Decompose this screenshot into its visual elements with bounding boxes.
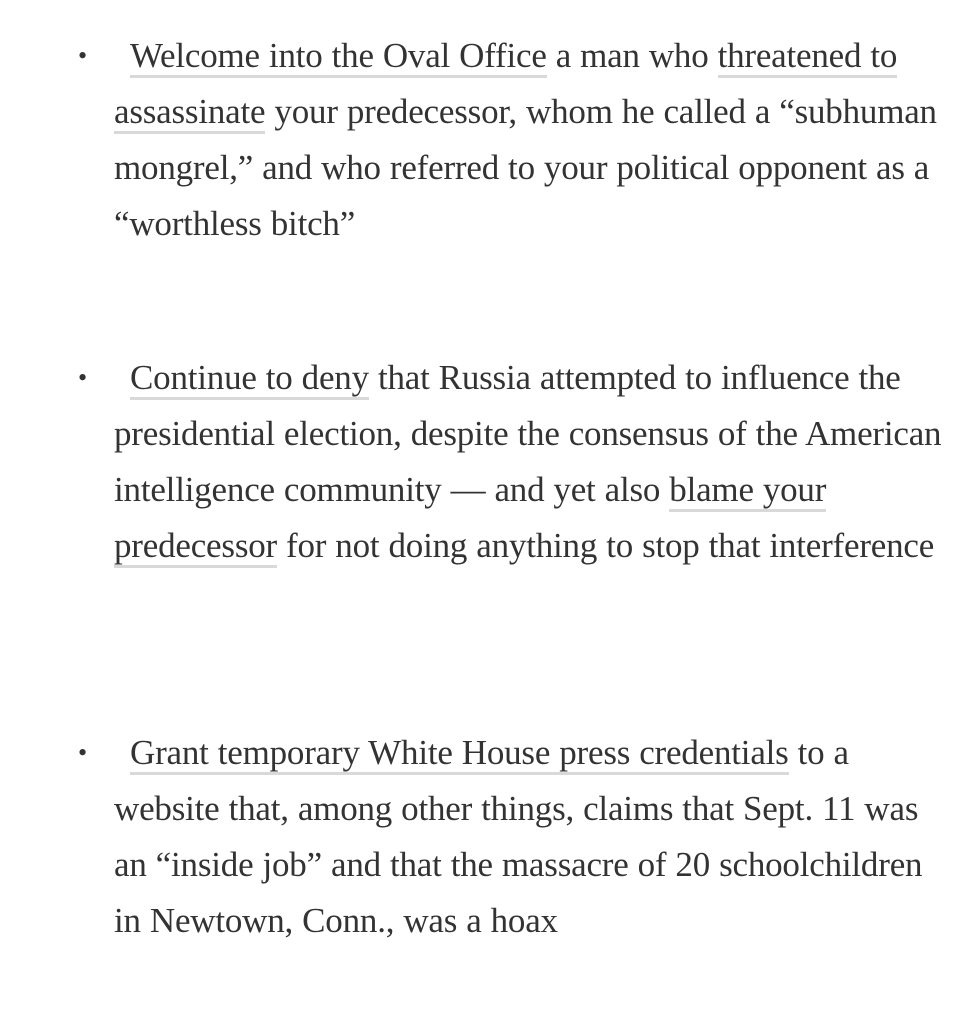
list-item [78,725,944,949]
list-item [78,28,944,252]
threatened-to-assassinate-link[interactable]: threatened to assassinate [114,36,897,134]
item-text: a man who [546,36,718,75]
item-text: for not doing anything to stop that interference [277,526,935,565]
oval-office-link[interactable]: Welcome into the Oval Office [130,36,547,78]
blame-your-predecessor-link[interactable]: blame your predecessor [114,470,826,568]
item-text: that Russia attempted to influence the presidential election, despite the consensus of the American intelligence community — and yet also [114,358,942,509]
bullet-icon: • [78,738,87,767]
press-credentials-link[interactable]: Grant temporary White House press credentials [130,733,789,775]
continue-to-deny-link[interactable]: Continue to deny [130,358,369,400]
bullet-icon: • [78,41,87,70]
item-text: your predecessor, whom he called a “subhuman mongrel,” and who referred to your political opponent as a “worthless bitch” [114,92,937,243]
list-item [78,350,944,574]
bullet-icon: • [78,363,87,392]
item-text: to a website that, among other things, claims that Sept. 11 was an “inside job” and that the massacre of 20 schoolchildren in Newtown, Conn., was a hoax [114,733,923,940]
